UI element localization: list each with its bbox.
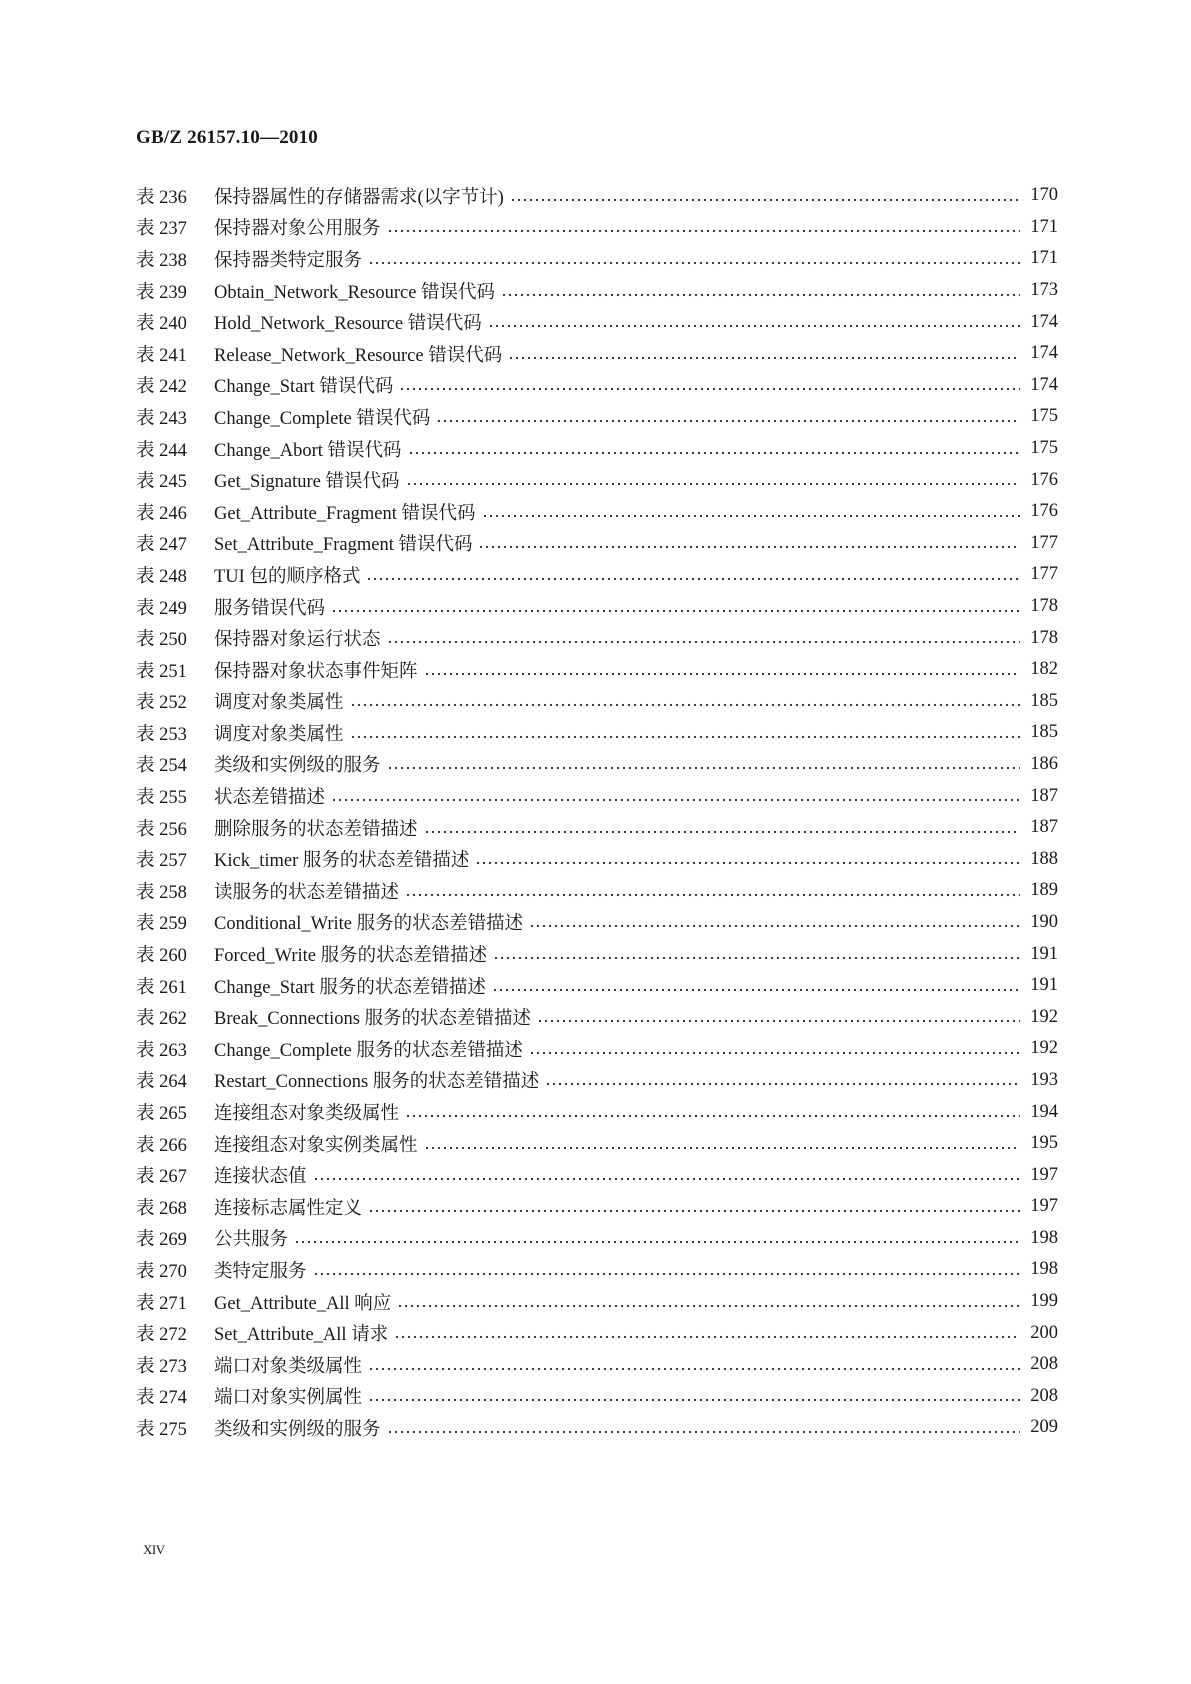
dot-leader	[488, 324, 1020, 328]
toc-entry[interactable]	[136, 686, 1058, 718]
toc-entry-number: 表 242	[136, 377, 187, 398]
toc-entry-title: 状态差错描述	[214, 788, 326, 809]
toc-entry-page: 175	[1030, 438, 1058, 459]
toc-entry[interactable]	[136, 1159, 1058, 1191]
toc-entry-title: Change_Start 错误代码	[214, 377, 394, 398]
toc-entry-page: 195	[1030, 1133, 1058, 1154]
toc-entry-page: 182	[1030, 659, 1058, 680]
dot-leader	[405, 893, 1020, 897]
toc-entry-number: 表 246	[136, 503, 187, 524]
dot-leader	[350, 735, 1020, 739]
toc-entry-number: 表 257	[136, 851, 187, 872]
toc-entry-page: 175	[1030, 406, 1058, 427]
toc-entry-number: 表 263	[136, 1040, 187, 1061]
toc-entry-number: 表 273	[136, 1356, 187, 1377]
dot-leader	[424, 672, 1020, 676]
toc-entry-title: Set_Attribute_Fragment 错误代码	[214, 535, 473, 556]
toc-entry-page: 185	[1030, 722, 1058, 743]
toc-entry-page: 188	[1030, 848, 1058, 869]
toc-entry-title: 端口对象实例属性	[214, 1388, 363, 1409]
toc-entry-title: 端口对象类级属性	[214, 1356, 363, 1377]
toc-entry-page: 208	[1030, 1385, 1058, 1406]
dot-leader	[366, 577, 1020, 581]
toc-entry-page: 177	[1030, 532, 1058, 553]
dot-leader	[501, 293, 1020, 297]
toc-entry-page: 174	[1030, 343, 1058, 364]
toc-entry[interactable]	[136, 496, 1058, 528]
toc-entry-number: 表 267	[136, 1167, 187, 1188]
toc-entry-title: Change_Start 服务的状态差错描述	[214, 977, 486, 998]
toc-entry-title: 保持器对象公用服务	[214, 219, 381, 240]
toc-entry-title: Change_Abort 错误代码	[214, 440, 402, 461]
toc-entry-page: 200	[1030, 1322, 1058, 1343]
toc-entry-number: 表 258	[136, 882, 187, 903]
toc-entry-title: 公共服务	[214, 1230, 289, 1251]
toc-entry[interactable]	[136, 1317, 1058, 1349]
toc-entry-number: 表 240	[136, 314, 187, 335]
dot-leader	[493, 956, 1020, 960]
toc-entry[interactable]	[136, 1001, 1058, 1033]
toc-entry-number: 表 269	[136, 1230, 187, 1251]
toc-entry-number: 表 255	[136, 788, 187, 809]
toc-entry-number: 表 250	[136, 630, 187, 651]
toc-entry-number: 表 236	[136, 187, 187, 208]
toc-entry-number: 表 238	[136, 250, 187, 271]
toc-entry[interactable]	[136, 1065, 1058, 1097]
toc-entry[interactable]	[136, 1096, 1058, 1128]
toc-entry[interactable]	[136, 907, 1058, 939]
toc-entry[interactable]	[136, 464, 1058, 496]
toc-entry-number: 表 266	[136, 1135, 187, 1156]
toc-entry-title: Change_Complete 错误代码	[214, 408, 431, 429]
toc-entry-number: 表 268	[136, 1198, 187, 1219]
toc-entry-title: 类特定服务	[214, 1261, 307, 1282]
toc-entry-number: 表 259	[136, 914, 187, 935]
dot-leader	[424, 1146, 1020, 1150]
toc-entry[interactable]	[136, 812, 1058, 844]
toc-entry[interactable]	[136, 559, 1058, 591]
toc-entry-page: 173	[1030, 280, 1058, 301]
toc-entry-title: Break_Connections 服务的状态差错描述	[214, 1009, 532, 1030]
toc-entry[interactable]	[136, 243, 1058, 275]
toc-entry-number: 表 237	[136, 219, 187, 240]
toc-entry-number: 表 260	[136, 946, 187, 967]
toc-entry-number: 表 264	[136, 1072, 187, 1093]
toc-entry-title: 连接组态对象类级属性	[214, 1104, 400, 1125]
dot-leader	[482, 514, 1020, 518]
toc-entry[interactable]	[136, 370, 1058, 402]
dot-leader	[368, 1367, 1020, 1371]
toc-entry[interactable]	[136, 1349, 1058, 1381]
toc-entry-page: 186	[1030, 753, 1058, 774]
toc-entry[interactable]	[136, 1128, 1058, 1160]
toc-entry-number: 表 251	[136, 661, 187, 682]
toc-entry-page: 193	[1030, 1069, 1058, 1090]
dot-leader	[313, 1177, 1020, 1181]
toc-entry-title: 保持器属性的存储器需求(以字节计)	[214, 187, 504, 208]
dot-leader	[387, 229, 1020, 233]
toc-entry-page: 176	[1030, 469, 1058, 490]
toc-entry[interactable]	[136, 970, 1058, 1002]
toc-entry-title: Get_Signature 错误代码	[214, 472, 400, 493]
toc-entry-page: 178	[1030, 596, 1058, 617]
toc-entry[interactable]	[136, 780, 1058, 812]
toc-entry-page: 171	[1030, 216, 1058, 237]
toc-entry-number: 表 272	[136, 1325, 187, 1346]
toc-entry[interactable]	[136, 591, 1058, 623]
toc-entry-number: 表 243	[136, 408, 187, 429]
toc-entry-page: 191	[1030, 975, 1058, 996]
toc-entry-page: 197	[1030, 1196, 1058, 1217]
toc-entry[interactable]	[136, 1033, 1058, 1065]
dot-leader	[394, 1335, 1020, 1339]
dot-leader	[368, 1209, 1020, 1213]
dot-leader	[545, 1082, 1020, 1086]
dot-leader	[537, 1019, 1020, 1023]
dot-leader	[408, 451, 1020, 455]
toc-entry-page: 171	[1030, 248, 1058, 269]
toc-entry-page: 192	[1030, 1038, 1058, 1059]
toc-entry[interactable]	[136, 843, 1058, 875]
toc-entry-number: 表 252	[136, 693, 187, 714]
toc-entry[interactable]	[136, 938, 1058, 970]
dot-leader	[405, 1114, 1020, 1118]
toc-entry-title: Get_Attribute_Fragment 错误代码	[214, 503, 476, 524]
toc-entry[interactable]	[136, 1412, 1058, 1444]
toc-entry[interactable]	[136, 338, 1058, 370]
toc-entry[interactable]	[136, 306, 1058, 338]
toc-entry-number: 表 239	[136, 282, 187, 303]
toc-entry-title: 保持器对象状态事件矩阵	[214, 661, 418, 682]
toc-entry-title: Kick_timer 服务的状态差错描述	[214, 851, 470, 872]
dot-leader	[424, 830, 1020, 834]
dot-leader	[387, 640, 1020, 644]
toc-entry-number: 表 261	[136, 977, 187, 998]
dot-leader	[478, 545, 1020, 549]
toc-entry-page: 194	[1030, 1101, 1058, 1122]
toc-entry-title: Release_Network_Resource 错误代码	[214, 345, 503, 366]
toc-entry-page: 170	[1030, 185, 1058, 206]
toc-entry[interactable]	[136, 749, 1058, 781]
toc-entry-title: Restart_Connections 服务的状态差错描述	[214, 1072, 540, 1093]
dot-leader	[510, 198, 1020, 202]
dot-leader	[368, 1398, 1020, 1402]
toc-entry-page: 208	[1030, 1354, 1058, 1375]
dot-leader	[508, 356, 1020, 360]
toc-entry-title: 类级和实例级的服务	[214, 756, 381, 777]
toc-entry[interactable]	[136, 528, 1058, 560]
toc-entry-page: 174	[1030, 374, 1058, 395]
toc-entry[interactable]	[136, 433, 1058, 465]
toc-entry-number: 表 275	[136, 1419, 187, 1440]
toc-entry-title: TUI 包的顺序格式	[214, 566, 361, 587]
toc-entry-number: 表 247	[136, 535, 187, 556]
toc-entry-title: Hold_Network_Resource 错误代码	[214, 314, 482, 335]
toc-entry-number: 表 274	[136, 1388, 187, 1409]
toc-entry-page: 197	[1030, 1164, 1058, 1185]
table-list	[136, 180, 1058, 1444]
toc-entry-page: 192	[1030, 1006, 1058, 1027]
toc-entry-page: 185	[1030, 690, 1058, 711]
dot-leader	[436, 419, 1020, 423]
toc-entry[interactable]	[136, 717, 1058, 749]
toc-entry-title: Set_Attribute_All 请求	[214, 1325, 389, 1346]
toc-entry-page: 198	[1030, 1227, 1058, 1248]
dot-leader	[406, 482, 1021, 486]
toc-entry-title: 连接组态对象实例类属性	[214, 1135, 418, 1156]
dot-leader	[492, 988, 1020, 992]
toc-entry-number: 表 241	[136, 345, 187, 366]
toc-entry-title: 保持器对象运行状态	[214, 630, 381, 651]
toc-entry-page: 198	[1030, 1259, 1058, 1280]
toc-entry-title: 服务错误代码	[214, 598, 326, 619]
toc-entry-number: 表 253	[136, 724, 187, 745]
toc-entry[interactable]	[136, 1254, 1058, 1286]
page-number: XIV	[143, 1542, 165, 1557]
dot-leader	[368, 261, 1020, 265]
toc-entry[interactable]	[136, 1223, 1058, 1255]
toc-entry[interactable]	[136, 654, 1058, 686]
toc-entry-title: 调度对象类属性	[214, 693, 344, 714]
dot-leader	[331, 798, 1020, 802]
dot-leader	[294, 1240, 1020, 1244]
toc-entry-number: 表 248	[136, 566, 187, 587]
toc-entry[interactable]	[136, 1191, 1058, 1223]
toc-entry-page: 189	[1030, 880, 1058, 901]
dot-leader	[313, 1272, 1020, 1276]
toc-entry[interactable]	[136, 180, 1058, 212]
toc-entry[interactable]	[136, 622, 1058, 654]
dot-leader	[529, 1051, 1020, 1055]
toc-entry-page: 174	[1030, 311, 1058, 332]
dot-leader	[475, 861, 1020, 865]
dot-leader	[387, 766, 1020, 770]
dot-leader	[350, 703, 1020, 707]
toc-entry[interactable]	[136, 275, 1058, 307]
dot-leader	[331, 609, 1020, 613]
toc-entry-title: Get_Attribute_All 响应	[214, 1293, 392, 1314]
toc-entry-number: 表 254	[136, 756, 187, 777]
toc-entry-title: 类级和实例级的服务	[214, 1419, 381, 1440]
dot-leader	[529, 924, 1020, 928]
toc-entry[interactable]	[136, 875, 1058, 907]
toc-entry-page: 199	[1030, 1291, 1058, 1312]
toc-entry-page: 176	[1030, 501, 1058, 522]
toc-entry[interactable]	[136, 401, 1058, 433]
toc-entry-title: 调度对象类属性	[214, 724, 344, 745]
toc-entry-title: Change_Complete 服务的状态差错描述	[214, 1040, 523, 1061]
toc-entry-title: Forced_Write 服务的状态差错描述	[214, 946, 488, 967]
toc-entry-page: 191	[1030, 943, 1058, 964]
toc-entry-title: Conditional_Write 服务的状态差错描述	[214, 914, 524, 935]
toc-entry-title: 删除服务的状态差错描述	[214, 819, 418, 840]
toc-entry-number: 表 262	[136, 1009, 187, 1030]
toc-entry-number: 表 244	[136, 440, 187, 461]
toc-entry-page: 178	[1030, 627, 1058, 648]
toc-entry-page: 209	[1030, 1417, 1058, 1438]
dot-leader	[387, 1430, 1020, 1434]
toc-entry-title: 连接标志属性定义	[214, 1198, 363, 1219]
toc-entry[interactable]	[136, 1286, 1058, 1318]
toc-entry-number: 表 270	[136, 1261, 187, 1282]
toc-entry-title: Obtain_Network_Resource 错误代码	[214, 282, 496, 303]
toc-entry-number: 表 245	[136, 472, 187, 493]
toc-entry-page: 187	[1030, 817, 1058, 838]
toc-entry-page: 187	[1030, 785, 1058, 806]
toc-entry[interactable]	[136, 212, 1058, 244]
toc-entry-page: 177	[1030, 564, 1058, 585]
toc-entry[interactable]	[136, 1381, 1058, 1413]
toc-entry-number: 表 249	[136, 598, 187, 619]
standard-code-header: GB/Z 26157.10—2010	[136, 127, 319, 148]
dot-leader	[397, 1304, 1020, 1308]
dot-leader	[399, 387, 1020, 391]
toc-entry-page: 190	[1030, 911, 1058, 932]
toc-entry-title: 连接状态值	[214, 1167, 307, 1188]
toc-entry-number: 表 271	[136, 1293, 187, 1314]
toc-entry-title: 保持器类特定服务	[214, 250, 363, 271]
toc-entry-number: 表 265	[136, 1104, 187, 1125]
toc-entry-title: 读服务的状态差错描述	[214, 882, 400, 903]
toc-entry-number: 表 256	[136, 819, 187, 840]
